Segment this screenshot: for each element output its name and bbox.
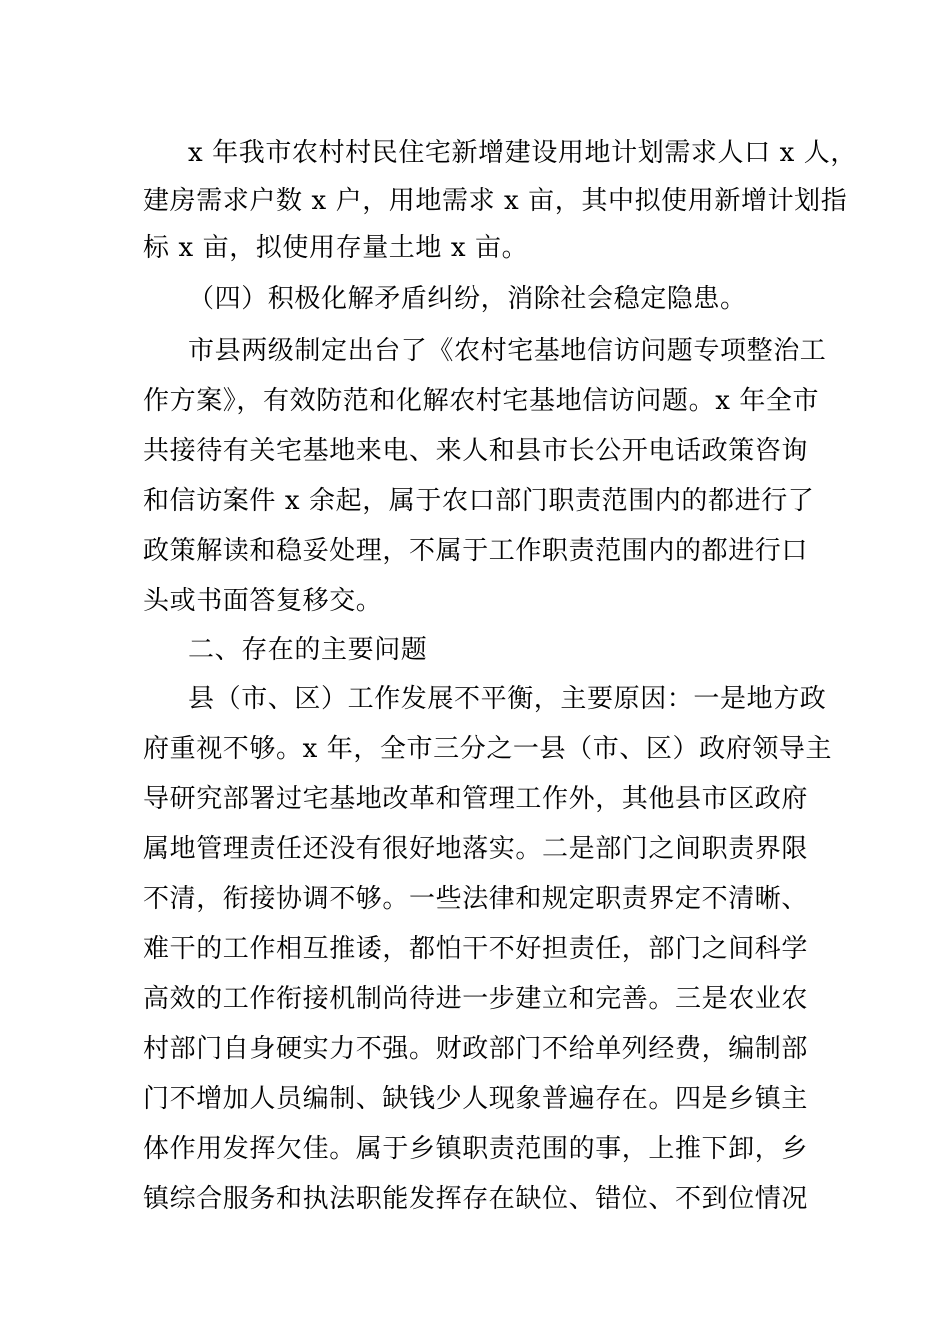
- text-line: 府重视不够。x 年，全市三分之一县（市、区）政府领导主: [143, 734, 833, 764]
- text-line: 门不增加人员编制、缺钱少人现象普遍存在。四是乡镇主: [143, 1084, 809, 1114]
- text-line: 不清，衔接协调不够。一些法律和规定职责界定不清晰、: [143, 884, 809, 914]
- text-line: 和信访案件 x 余起，属于农口部门职责范围内的都进行了: [143, 486, 815, 516]
- text-line: 高效的工作衔接机制尚待进一步建立和完善。三是农业农: [143, 984, 809, 1014]
- text-line: 村部门自身硬实力不强。财政部门不给单列经费，编制部: [143, 1034, 809, 1064]
- section-heading: 二、存在的主要问题: [188, 635, 428, 665]
- text-line: 政策解读和稳妥处理，不属于工作职责范围内的都进行口: [143, 536, 809, 566]
- text-line: 属地管理责任还没有很好地落实。二是部门之间职责界限: [143, 834, 809, 864]
- text-line: 导研究部署过宅基地改革和管理工作外，其他县市区政府: [143, 784, 809, 814]
- text-line: 难干的工作相互推诿，都怕干不好担责任，部门之间科学: [143, 934, 809, 964]
- text-line: 镇综合服务和执法职能发挥存在缺位、错位、不到位情况: [143, 1184, 809, 1214]
- text-line: 建房需求户数 x 户，用地需求 x 亩，其中拟使用新增计划指: [143, 186, 848, 216]
- text-line: 共接待有关宅基地来电、来人和县市长公开电话政策咨询: [143, 436, 809, 466]
- section-heading: （四）积极化解矛盾纠纷，消除社会稳定隐患。: [188, 284, 747, 314]
- text-line: 标 x 亩，拟使用存量土地 x 亩。: [143, 233, 529, 263]
- text-line: 头或书面答复移交。: [143, 586, 383, 616]
- text-line: 市县两级制定出台了《农村宅基地信访问题专项整治工: [188, 336, 827, 366]
- text-line: 县（市、区）工作发展不平衡，主要原因：一是地方政: [188, 684, 827, 714]
- text-line: 体作用发挥欠佳。属于乡镇职责范围的事，上推下卸，乡: [143, 1134, 809, 1164]
- text-line: 作方案》，有效防范和化解农村宅基地信访问题。x 年全市: [143, 386, 820, 416]
- text-line: x 年我市农村村民住宅新增建设用地计划需求人口 x 人，: [188, 138, 857, 168]
